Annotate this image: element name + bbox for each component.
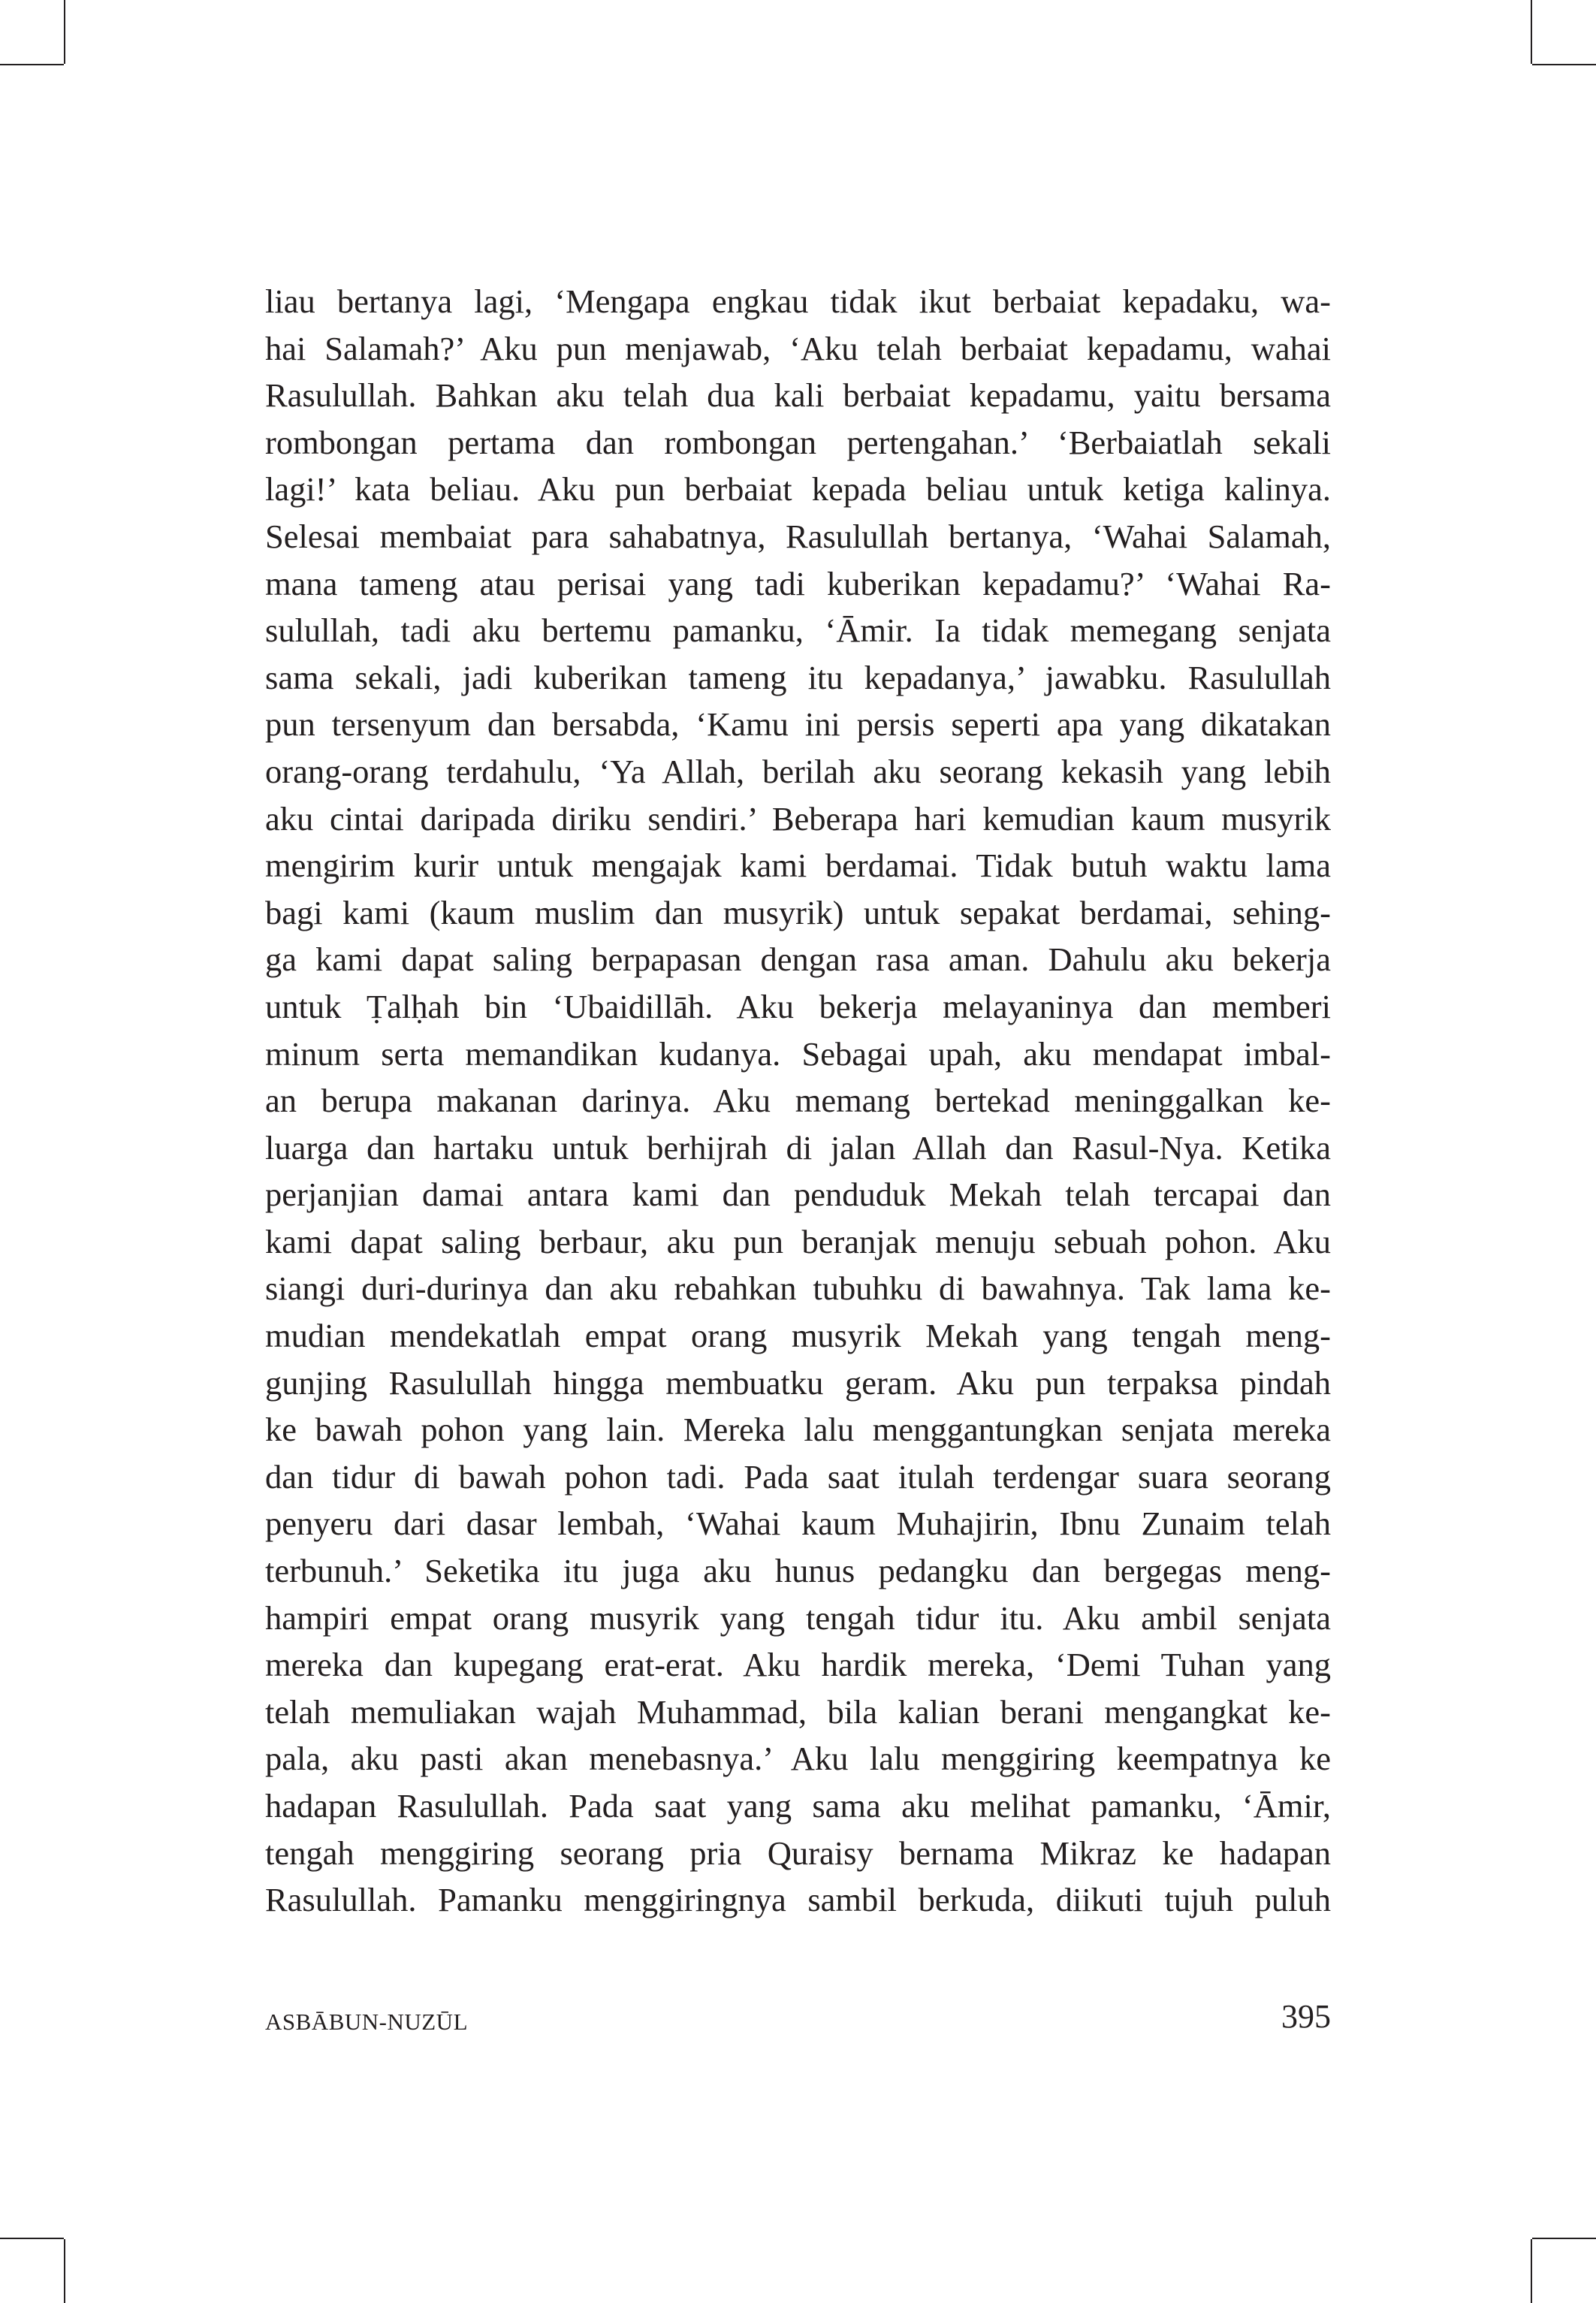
text-line: mereka dan kupegang erat-erat. Aku hardik mereka, ‘Demi Tuhan yang — [265, 1646, 1331, 1684]
text-line: mana tameng atau perisai yang tadi kuberikan kepadamu?’ ‘Wahai Ra- — [265, 564, 1331, 602]
text-line: penyeru dari dasar lembah, ‘Wahai kaum Muhajirin, Ibnu Zunaim telah — [265, 1505, 1331, 1543]
text-line: sama sekali, jadi kuberikan tameng itu kepadanya,’ jawabku. Rasulullah — [265, 658, 1331, 696]
text-line: mengirim kurir untuk mengajak kami berdamai. Tidak butuh waktu lama — [265, 847, 1331, 885]
text-line: siangi duri-durinya dan aku rebahkan tubuhku di bawahnya. Tak lama ke- — [265, 1269, 1331, 1308]
text-line: aku cintai daripada diriku sendiri.’ Beberapa hari kemudian kaum musyrik — [265, 799, 1331, 838]
crop-mark-bottom-left-vertical — [64, 2239, 65, 2303]
crop-mark-bottom-right-horizontal — [1532, 2238, 1596, 2239]
crop-mark-bottom-left-horizontal — [0, 2238, 64, 2239]
text-line: gunjing Rasulullah hingga membuatku geram. Aku pun terpaksa pindah — [265, 1363, 1331, 1402]
text-line: luarga dan hartaku untuk berhijrah di jalan Allah dan Rasul-Nya. Ketika — [265, 1128, 1331, 1167]
crop-mark-bottom-right-vertical — [1531, 2239, 1532, 2303]
running-title: ASBĀBUN-NUZŪL — [265, 2009, 468, 2035]
text-line: orang-orang terdahulu, ‘Ya Allah, berilah aku seorang kekasih yang lebih — [265, 752, 1331, 790]
text-line: Rasulullah. Bahkan aku telah dua kali berbaiat kepadamu, yaitu bersama — [265, 376, 1331, 415]
text-line: lagi!’ kata beliau. Aku pun berbaiat kepada beliau untuk ketiga kalinya. — [265, 470, 1331, 509]
text-line: pala, aku pasti akan menebasnya.’ Aku lalu menggiring keempatnya ke — [265, 1740, 1331, 1778]
text-line: telah memuliakan wajah Muhammad, bila kalian berani mengangkat ke- — [265, 1692, 1331, 1731]
text-line: ga kami dapat saling berpapasan dengan rasa aman. Dahulu aku bekerja — [265, 940, 1331, 979]
text-line: hampiri empat orang musyrik yang tengah tidur itu. Aku ambil senjata — [265, 1598, 1331, 1637]
text-line: an berupa makanan darinya. Aku memang bertekad meninggalkan ke- — [265, 1082, 1331, 1120]
text-line: pun tersenyum dan bersabda, ‘Kamu ini persis seperti apa yang dikatakan — [265, 705, 1331, 744]
text-line: tengah menggiring seorang pria Quraisy bernama Mikraz ke hadapan — [265, 1834, 1331, 1872]
text-line: sulullah, tadi aku bertemu pamanku, ‘Āmir. Ia tidak memegang senjata — [265, 611, 1331, 650]
text-line: dan tidur di bawah pohon tadi. Pada saat itulah terdengar suara seorang — [265, 1457, 1331, 1496]
text-line: untuk Ṭalḥah bin ‘Ubaidillāh. Aku bekerja melayaninya dan memberi — [265, 987, 1331, 1025]
crop-mark-top-right-horizontal — [1532, 64, 1596, 65]
text-line: rombongan pertama dan rombongan pertengahan.’ ‘Berbaiatlah sekali — [265, 423, 1331, 461]
text-line: terbunuh.’ Seketika itu juga aku hunus pedangku dan bergegas meng- — [265, 1552, 1331, 1590]
text-line: hadapan Rasulullah. Pada saat yang sama aku melihat pamanku, ‘Āmir, — [265, 1787, 1331, 1825]
crop-mark-top-left-vertical — [64, 0, 65, 64]
text-line: perjanjian damai antara kami dan penduduk Mekah telah tercapai dan — [265, 1176, 1331, 1214]
crop-mark-top-right-vertical — [1531, 0, 1532, 64]
text-line: hai Salamah?’ Aku pun menjawab, ‘Aku telah berbaiat kepadamu, wahai — [265, 329, 1331, 367]
text-line: mudian mendekatlah empat orang musyrik Mekah yang tengah meng- — [265, 1317, 1331, 1355]
text-line: Selesai membaiat para sahabatnya, Rasulullah bertanya, ‘Wahai Salamah, — [265, 517, 1331, 555]
text-line: ke bawah pohon yang lain. Mereka lalu menggantungkan senjata mereka — [265, 1411, 1331, 1449]
text-line: bagi kami (kaum muslim dan musyrik) untuk sepakat berdamai, sehing- — [265, 893, 1331, 931]
text-line: kami dapat saling berbaur, aku pun beranjak menuju sebuah pohon. Aku — [265, 1222, 1331, 1260]
text-line: Rasulullah. Pamanku menggiringnya sambil berkuda, diikuti tujuh puluh — [265, 1881, 1331, 1919]
crop-mark-top-left-horizontal — [0, 64, 64, 65]
text-line: liau bertanya lagi, ‘Mengapa engkau tidak ikut berbaiat kepadaku, wa- — [265, 282, 1331, 320]
text-line: minum serta memandikan kudanya. Sebagai upah, aku mendapat imbal- — [265, 1034, 1331, 1073]
page-number: 395 — [1281, 1998, 1331, 2035]
body-text — [265, 278, 1331, 1924]
